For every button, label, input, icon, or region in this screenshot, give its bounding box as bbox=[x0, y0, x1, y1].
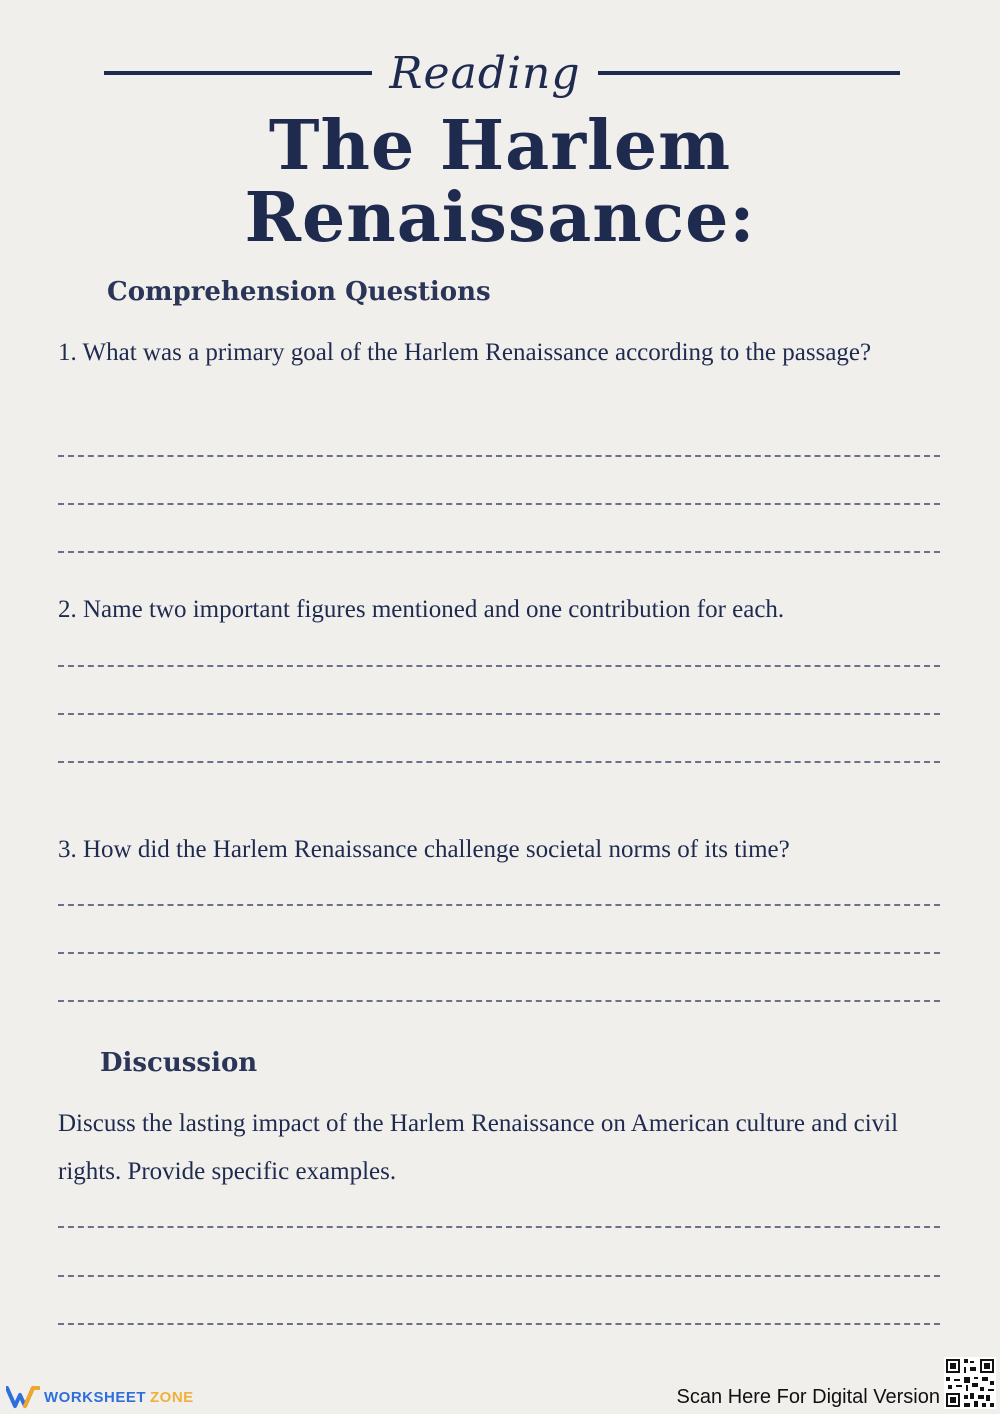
brand-name-part-1: WORKSHEET bbox=[44, 1388, 146, 1406]
qr-code[interactable] bbox=[944, 1357, 996, 1409]
answer-line-q3-2[interactable] bbox=[58, 952, 940, 954]
worksheetzone-logo-icon bbox=[6, 1385, 40, 1409]
question-1: 1. What was a primary goal of the Harlem Renaissance according to the passage? bbox=[58, 339, 872, 366]
comprehension-heading: Comprehension Questions bbox=[107, 277, 491, 307]
page-title-line-2: Renaissance: bbox=[244, 178, 756, 258]
brand-logo[interactable] bbox=[6, 1384, 194, 1410]
answer-line-q2-1[interactable] bbox=[58, 665, 940, 667]
answer-line-q1-2[interactable] bbox=[58, 503, 940, 505]
header-kicker: Reading bbox=[389, 48, 581, 99]
discussion-prompt: Discuss the lasting impact of the Harlem Renaissance on American culture and civil rights. Provide specific examples. bbox=[58, 1110, 899, 1185]
answer-line-q3-3[interactable] bbox=[58, 1000, 940, 1002]
answer-line-discussion-3[interactable] bbox=[58, 1323, 940, 1325]
answer-line-q3-1[interactable] bbox=[58, 904, 940, 906]
header-rule-left bbox=[104, 71, 372, 75]
qr-code-icon bbox=[944, 1357, 996, 1409]
answer-line-q1-1[interactable] bbox=[58, 455, 940, 457]
scan-here-text: Scan Here For Digital Version bbox=[676, 1386, 940, 1408]
answer-line-discussion-2[interactable] bbox=[58, 1275, 940, 1277]
page-title-line-1: The Harlem bbox=[268, 106, 732, 186]
discussion-heading: Discussion bbox=[100, 1048, 258, 1078]
brand-name-part-2: ZONE bbox=[150, 1388, 194, 1406]
answer-line-q2-3[interactable] bbox=[58, 761, 940, 763]
header-rule-right bbox=[598, 71, 900, 75]
answer-line-discussion-1[interactable] bbox=[58, 1226, 940, 1228]
question-2: 2. Name two important figures mentioned and one contribution for each. bbox=[58, 596, 785, 623]
question-3: 3. How did the Harlem Renaissance challenge societal norms of its time? bbox=[58, 836, 790, 863]
answer-line-q2-2[interactable] bbox=[58, 713, 940, 715]
answer-line-q1-3[interactable] bbox=[58, 551, 940, 553]
